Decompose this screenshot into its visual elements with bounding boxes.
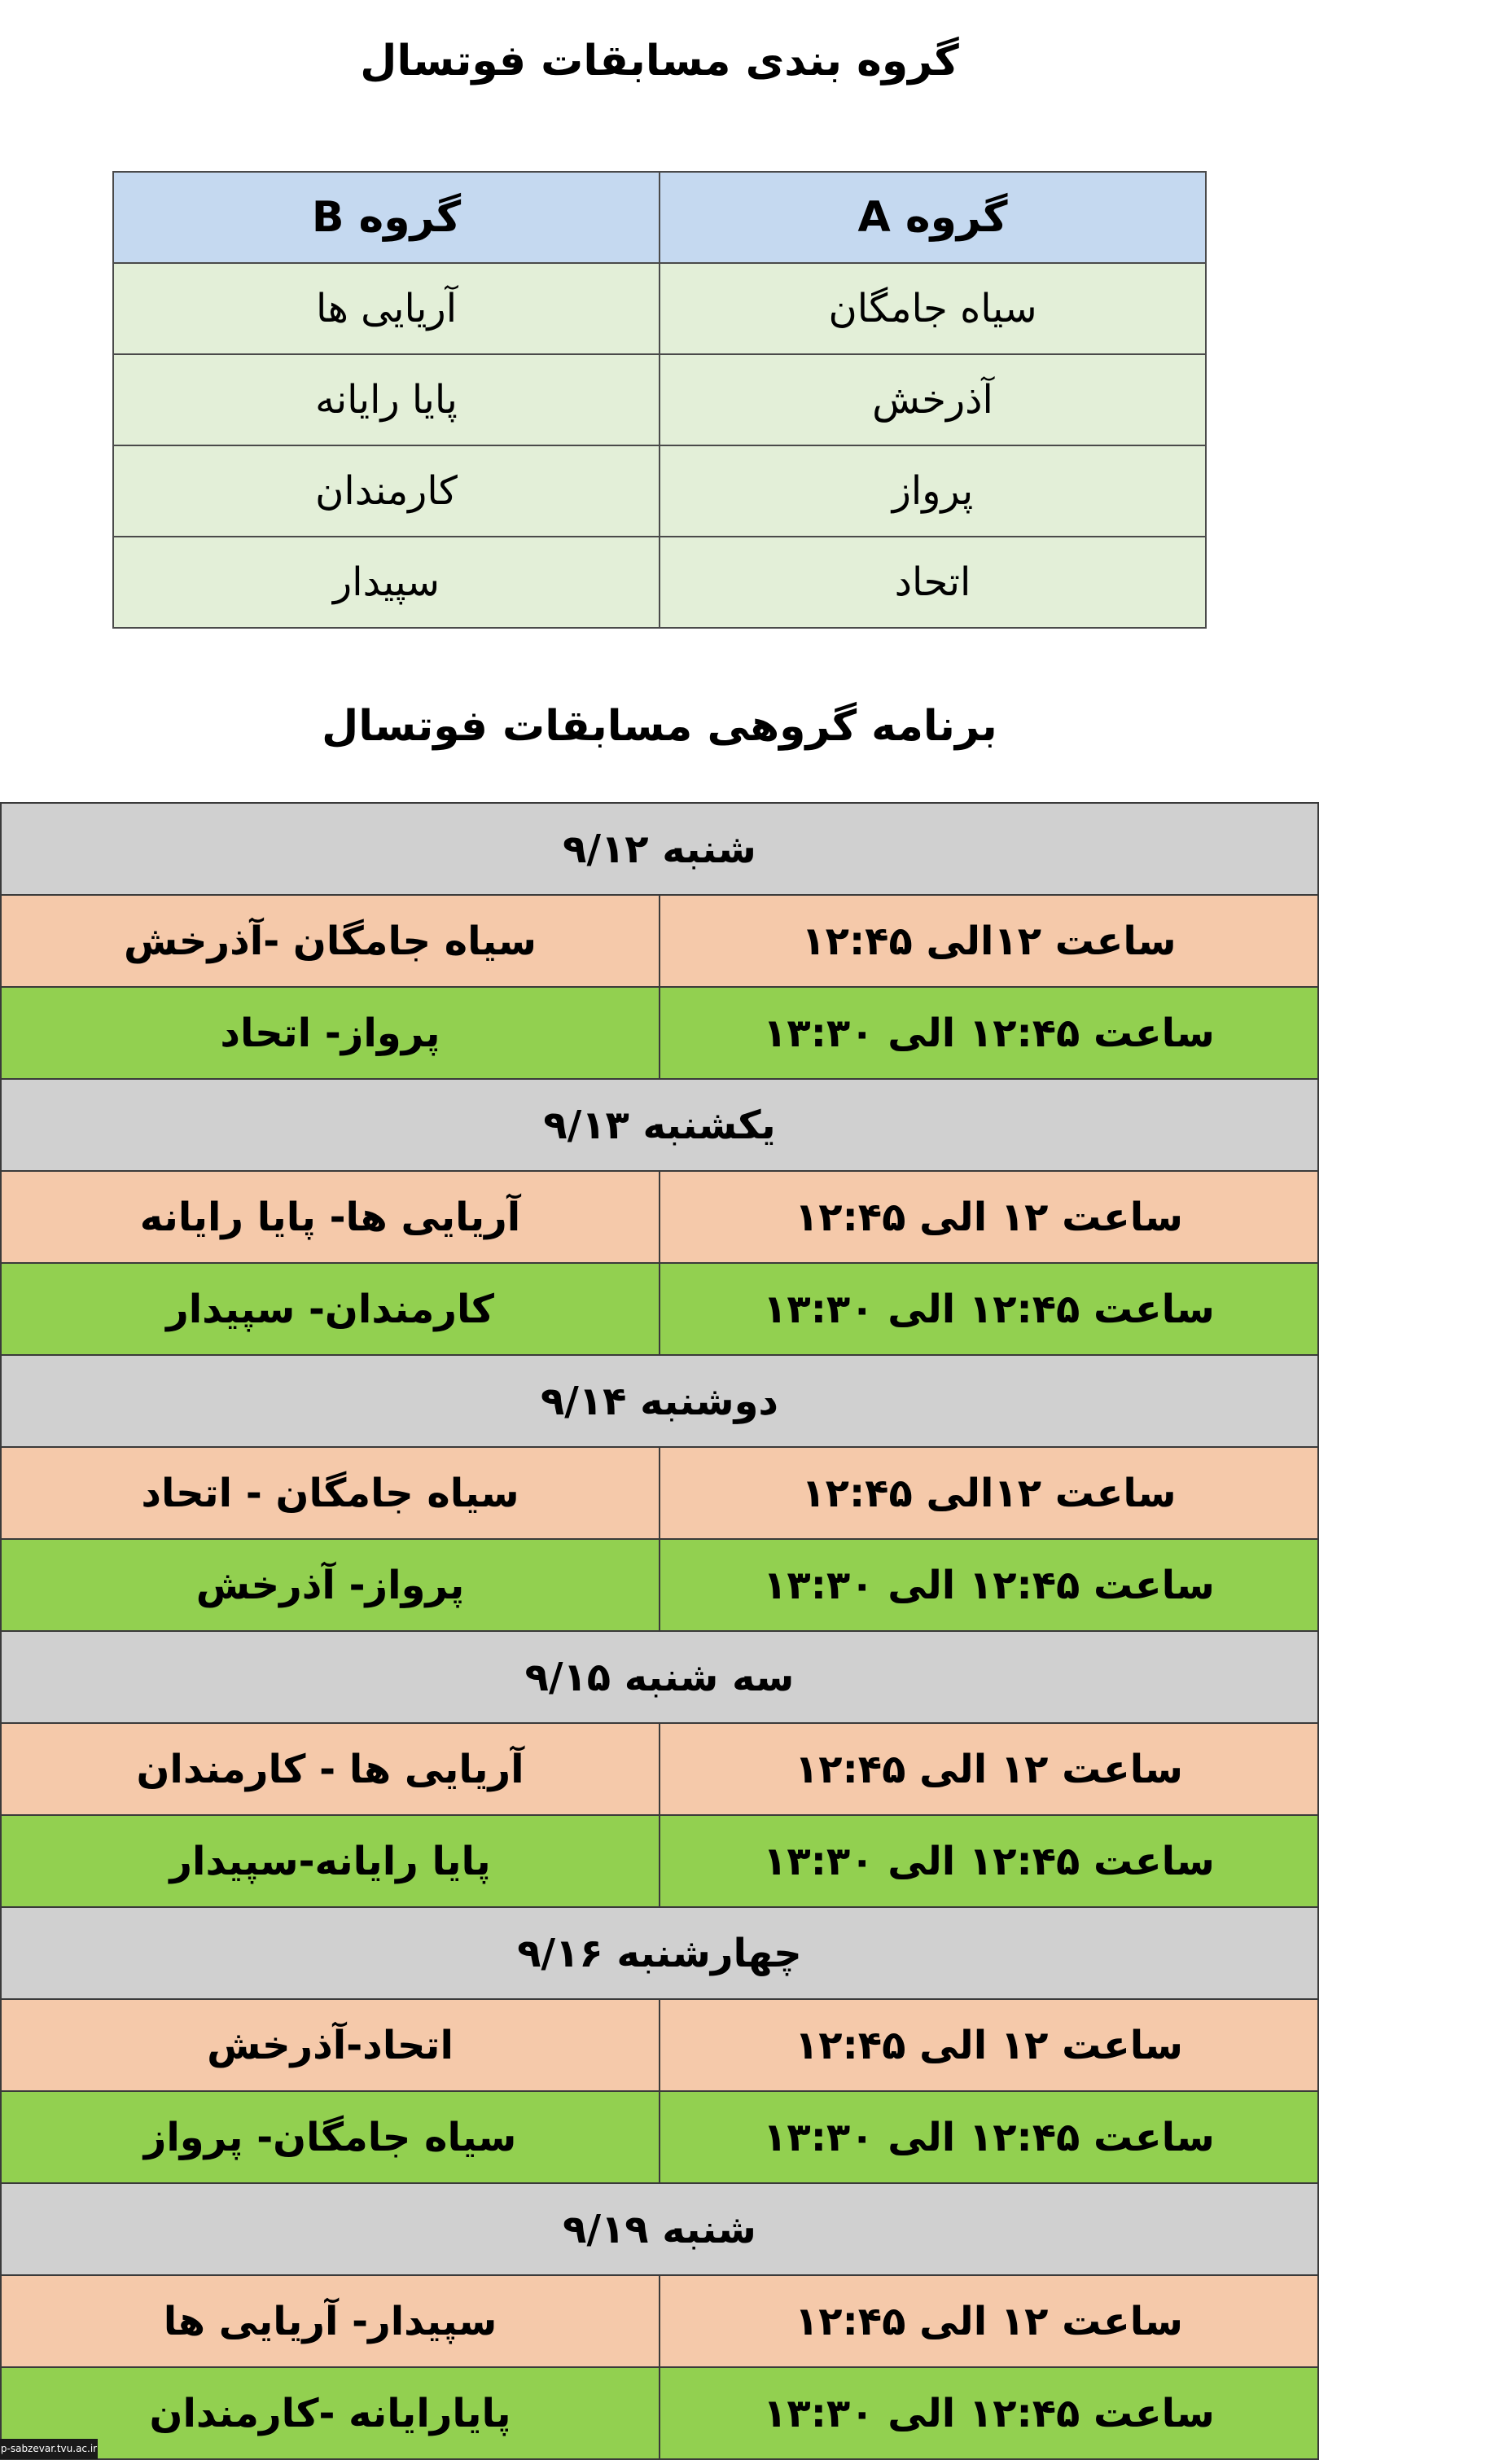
day-row	[1, 1079, 1318, 1171]
group-a-team: اتحاد	[660, 537, 1206, 628]
match-time: ساعت ۱۲ الی ۱۲:۴۵	[660, 1999, 1318, 2091]
match-teams: سیاه جامگان - اتحاد	[1, 1447, 660, 1539]
match-time: ساعت ۱۲:۴۵ الی ۱۳:۳۰	[660, 1539, 1318, 1631]
match-time: ساعت ۱۲ الی ۱۲:۴۵	[660, 1723, 1318, 1815]
group-a-team: آذرخش	[660, 354, 1206, 445]
day-row	[1, 1907, 1318, 1999]
group-b-header: گروه B	[113, 172, 660, 263]
match-time: ساعت ۱۲:۴۵ الی ۱۳:۳۰	[660, 2367, 1318, 2459]
groups-title: گروه بندی مسابقات فوتسال	[360, 37, 959, 86]
match-row	[1, 1171, 1318, 1263]
match-row	[1, 2091, 1318, 2183]
groups-row	[113, 537, 1206, 628]
match-row	[1, 1447, 1318, 1539]
match-teams: آریایی ها - کارمندان	[1, 1723, 660, 1815]
match-teams: پایا رایانه-سپیدار	[1, 1815, 660, 1907]
groups-row	[113, 354, 1206, 445]
match-row	[1, 2275, 1318, 2367]
match-time: ساعت ۱۲ الی ۱۲:۴۵	[660, 1171, 1318, 1263]
match-teams: اتحاد-آذرخش	[1, 1999, 660, 2091]
match-time: ساعت ۱۲ الی ۱۲:۴۵	[660, 2275, 1318, 2367]
match-row	[1, 1723, 1318, 1815]
group-a-team: سیاه جامگان	[660, 263, 1206, 354]
match-time: ساعت ۱۲:۴۵ الی ۱۳:۳۰	[660, 987, 1318, 1079]
group-b-team: کارمندان	[113, 445, 660, 537]
schedule-table	[0, 802, 1319, 2460]
match-time: ساعت ۱۲:۴۵ الی ۱۳:۳۰	[660, 1815, 1318, 1907]
day-label: شنبه ۹/۱۹	[1, 2183, 1318, 2275]
schedule-title: برنامه گروهی مسابقات فوتسال	[322, 702, 997, 751]
match-row	[1, 1263, 1318, 1355]
match-time: ساعت ۱۲:۴۵ الی ۱۳:۳۰	[660, 1263, 1318, 1355]
match-time: ساعت ۱۲:۴۵ الی ۱۳:۳۰	[660, 2091, 1318, 2183]
day-label: چهارشنبه ۹/۱۶	[1, 1907, 1318, 1999]
groups-table	[112, 171, 1207, 629]
group-b-team: سپیدار	[113, 537, 660, 628]
match-teams: سیاه جامگان- پرواز	[1, 2091, 660, 2183]
match-teams: کارمندان- سپیدار	[1, 1263, 660, 1355]
group-b-team: پایا رایانه	[113, 354, 660, 445]
match-row	[1, 895, 1318, 987]
match-teams: پرواز- آذرخش	[1, 1539, 660, 1631]
groups-row	[113, 445, 1206, 537]
day-row	[1, 1355, 1318, 1447]
day-label: سه شنبه ۹/۱۵	[1, 1631, 1318, 1723]
match-teams: سپیدار- آریایی ها	[1, 2275, 660, 2367]
group-b-team: آریایی ها	[113, 263, 660, 354]
match-time: ساعت ۱۲الی ۱۲:۴۵	[660, 1447, 1318, 1539]
day-label: شنبه ۹/۱۲	[1, 803, 1318, 895]
day-row	[1, 2183, 1318, 2275]
match-row	[1, 2367, 1318, 2459]
match-row	[1, 987, 1318, 1079]
match-teams: پرواز- اتحاد	[1, 987, 660, 1079]
groups-row	[113, 263, 1206, 354]
match-teams: پایارایانه -کارمندان	[1, 2367, 660, 2459]
group-a-header: گروه A	[660, 172, 1206, 263]
day-row	[1, 1631, 1318, 1723]
groups-header-row	[113, 172, 1206, 263]
day-row	[1, 803, 1318, 895]
match-time: ساعت ۱۲الی ۱۲:۴۵	[660, 895, 1318, 987]
match-teams: سیاه جامگان -آذرخش	[1, 895, 660, 987]
match-row	[1, 1539, 1318, 1631]
day-label: یکشنبه ۹/۱۳	[1, 1079, 1318, 1171]
match-teams: آریایی ها- پایا رایانه	[1, 1171, 660, 1263]
watermark-label: p-sabzevar.tvu.ac.ir	[0, 2439, 98, 2459]
group-a-team: پرواز	[660, 445, 1206, 537]
day-label: دوشنبه ۹/۱۴	[1, 1355, 1318, 1447]
match-row	[1, 1815, 1318, 1907]
match-row	[1, 1999, 1318, 2091]
